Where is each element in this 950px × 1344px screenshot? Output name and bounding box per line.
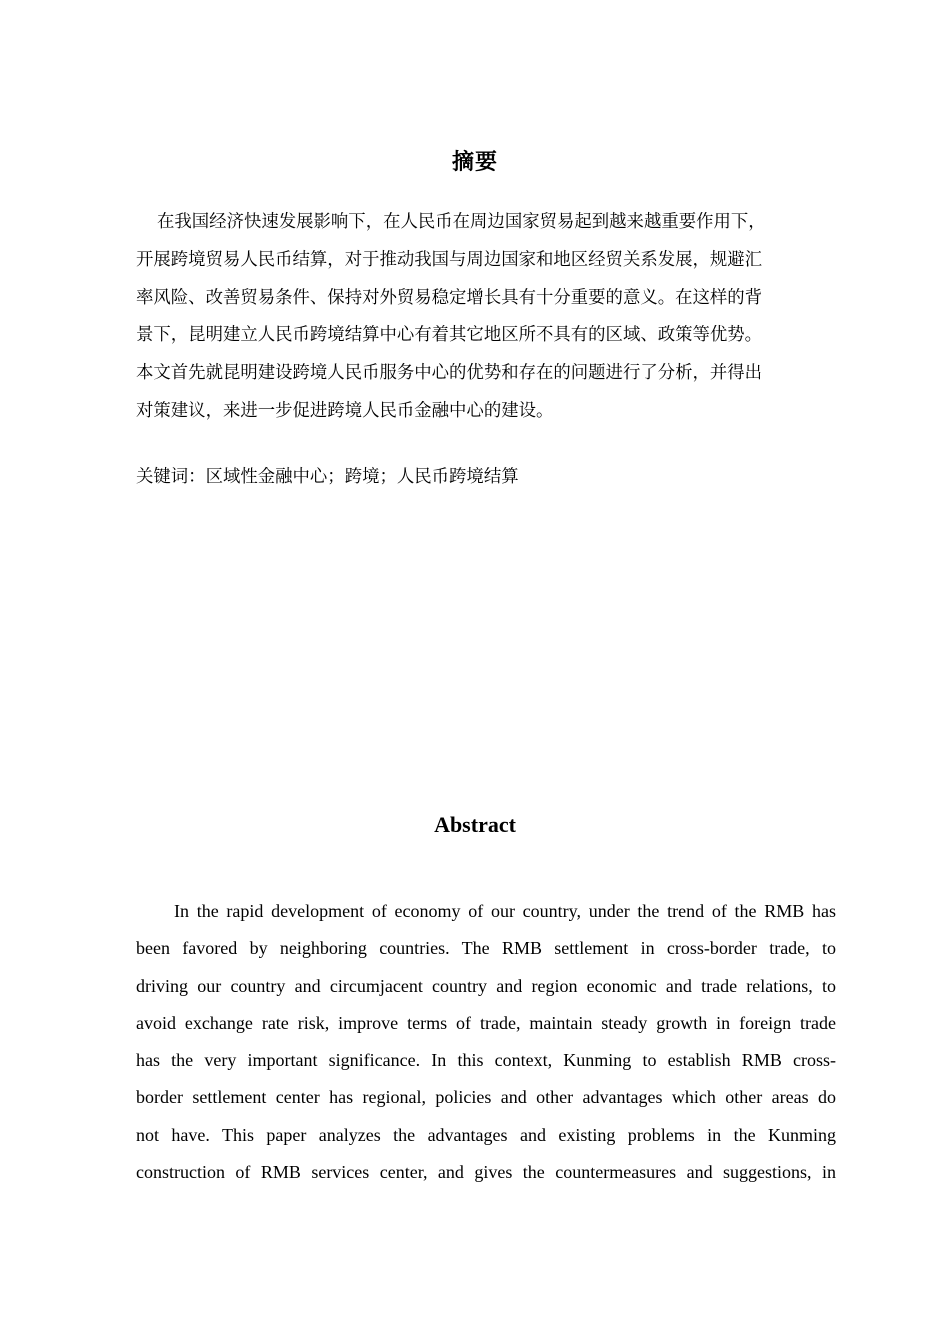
paragraph-line: 对策建议，来进一步促进跨境人民币金融中心的建设。 (136, 400, 554, 421)
paragraph-line: In the rapid development of economy of our country, under the trend of the RMB has (174, 901, 836, 921)
paragraph-line: not have. This paper analyzes the advantages and existing problems in the Kunming (136, 1124, 836, 1145)
chinese-abstract-title: 摘要 (451, 150, 498, 175)
paragraph-line: construction of RMB services center, and gives the countermeasures and suggestions, in (136, 1162, 836, 1183)
paragraph-line: 本文首先就昆明建设跨境人民币服务中心的优势和存在的问题进行了分析，并得出 (136, 363, 763, 384)
paragraph-line: 景下，昆明建立人民币跨境结算中心有着其它地区所不具有的区域、政策等优势。 (136, 325, 763, 346)
paragraph-line: avoid exchange rate risk, improve terms of trade, maintain steady growth in foreign trade (136, 1012, 836, 1033)
paragraph-line: has the very important significance. In this context, Kunming to establish RMB cross- (136, 1050, 836, 1071)
paragraph-line: 开展跨境贸易人民币结算，对于推动我国与周边国家和地区经贸关系发展，规避汇 (136, 249, 763, 270)
chinese-keywords: 关键词：区域性金融中心；跨境；人民币跨境结算 (136, 467, 519, 487)
paragraph-line: border settlement center has regional, policies and other advantages which other areas do (136, 1087, 836, 1108)
chinese-abstract-paragraph (136, 204, 836, 431)
paragraph-line: been favored by neighboring countries. The RMB settlement in cross-border trade, to (136, 938, 836, 959)
english-abstract-paragraph (136, 893, 836, 1191)
english-abstract-title: Abstract (434, 812, 516, 837)
paragraph-line: 在我国经济快速发展影响下，在人民币在周边国家贸易起到越来越重要作用下， (157, 212, 766, 232)
paragraph-line: 率风险、改善贸易条件、保持对外贸易稳定增长具有十分重要的意义。在这样的背 (136, 287, 763, 308)
paragraph-line: driving our country and circumjacent country and region economic and trade relations, to (136, 975, 836, 996)
